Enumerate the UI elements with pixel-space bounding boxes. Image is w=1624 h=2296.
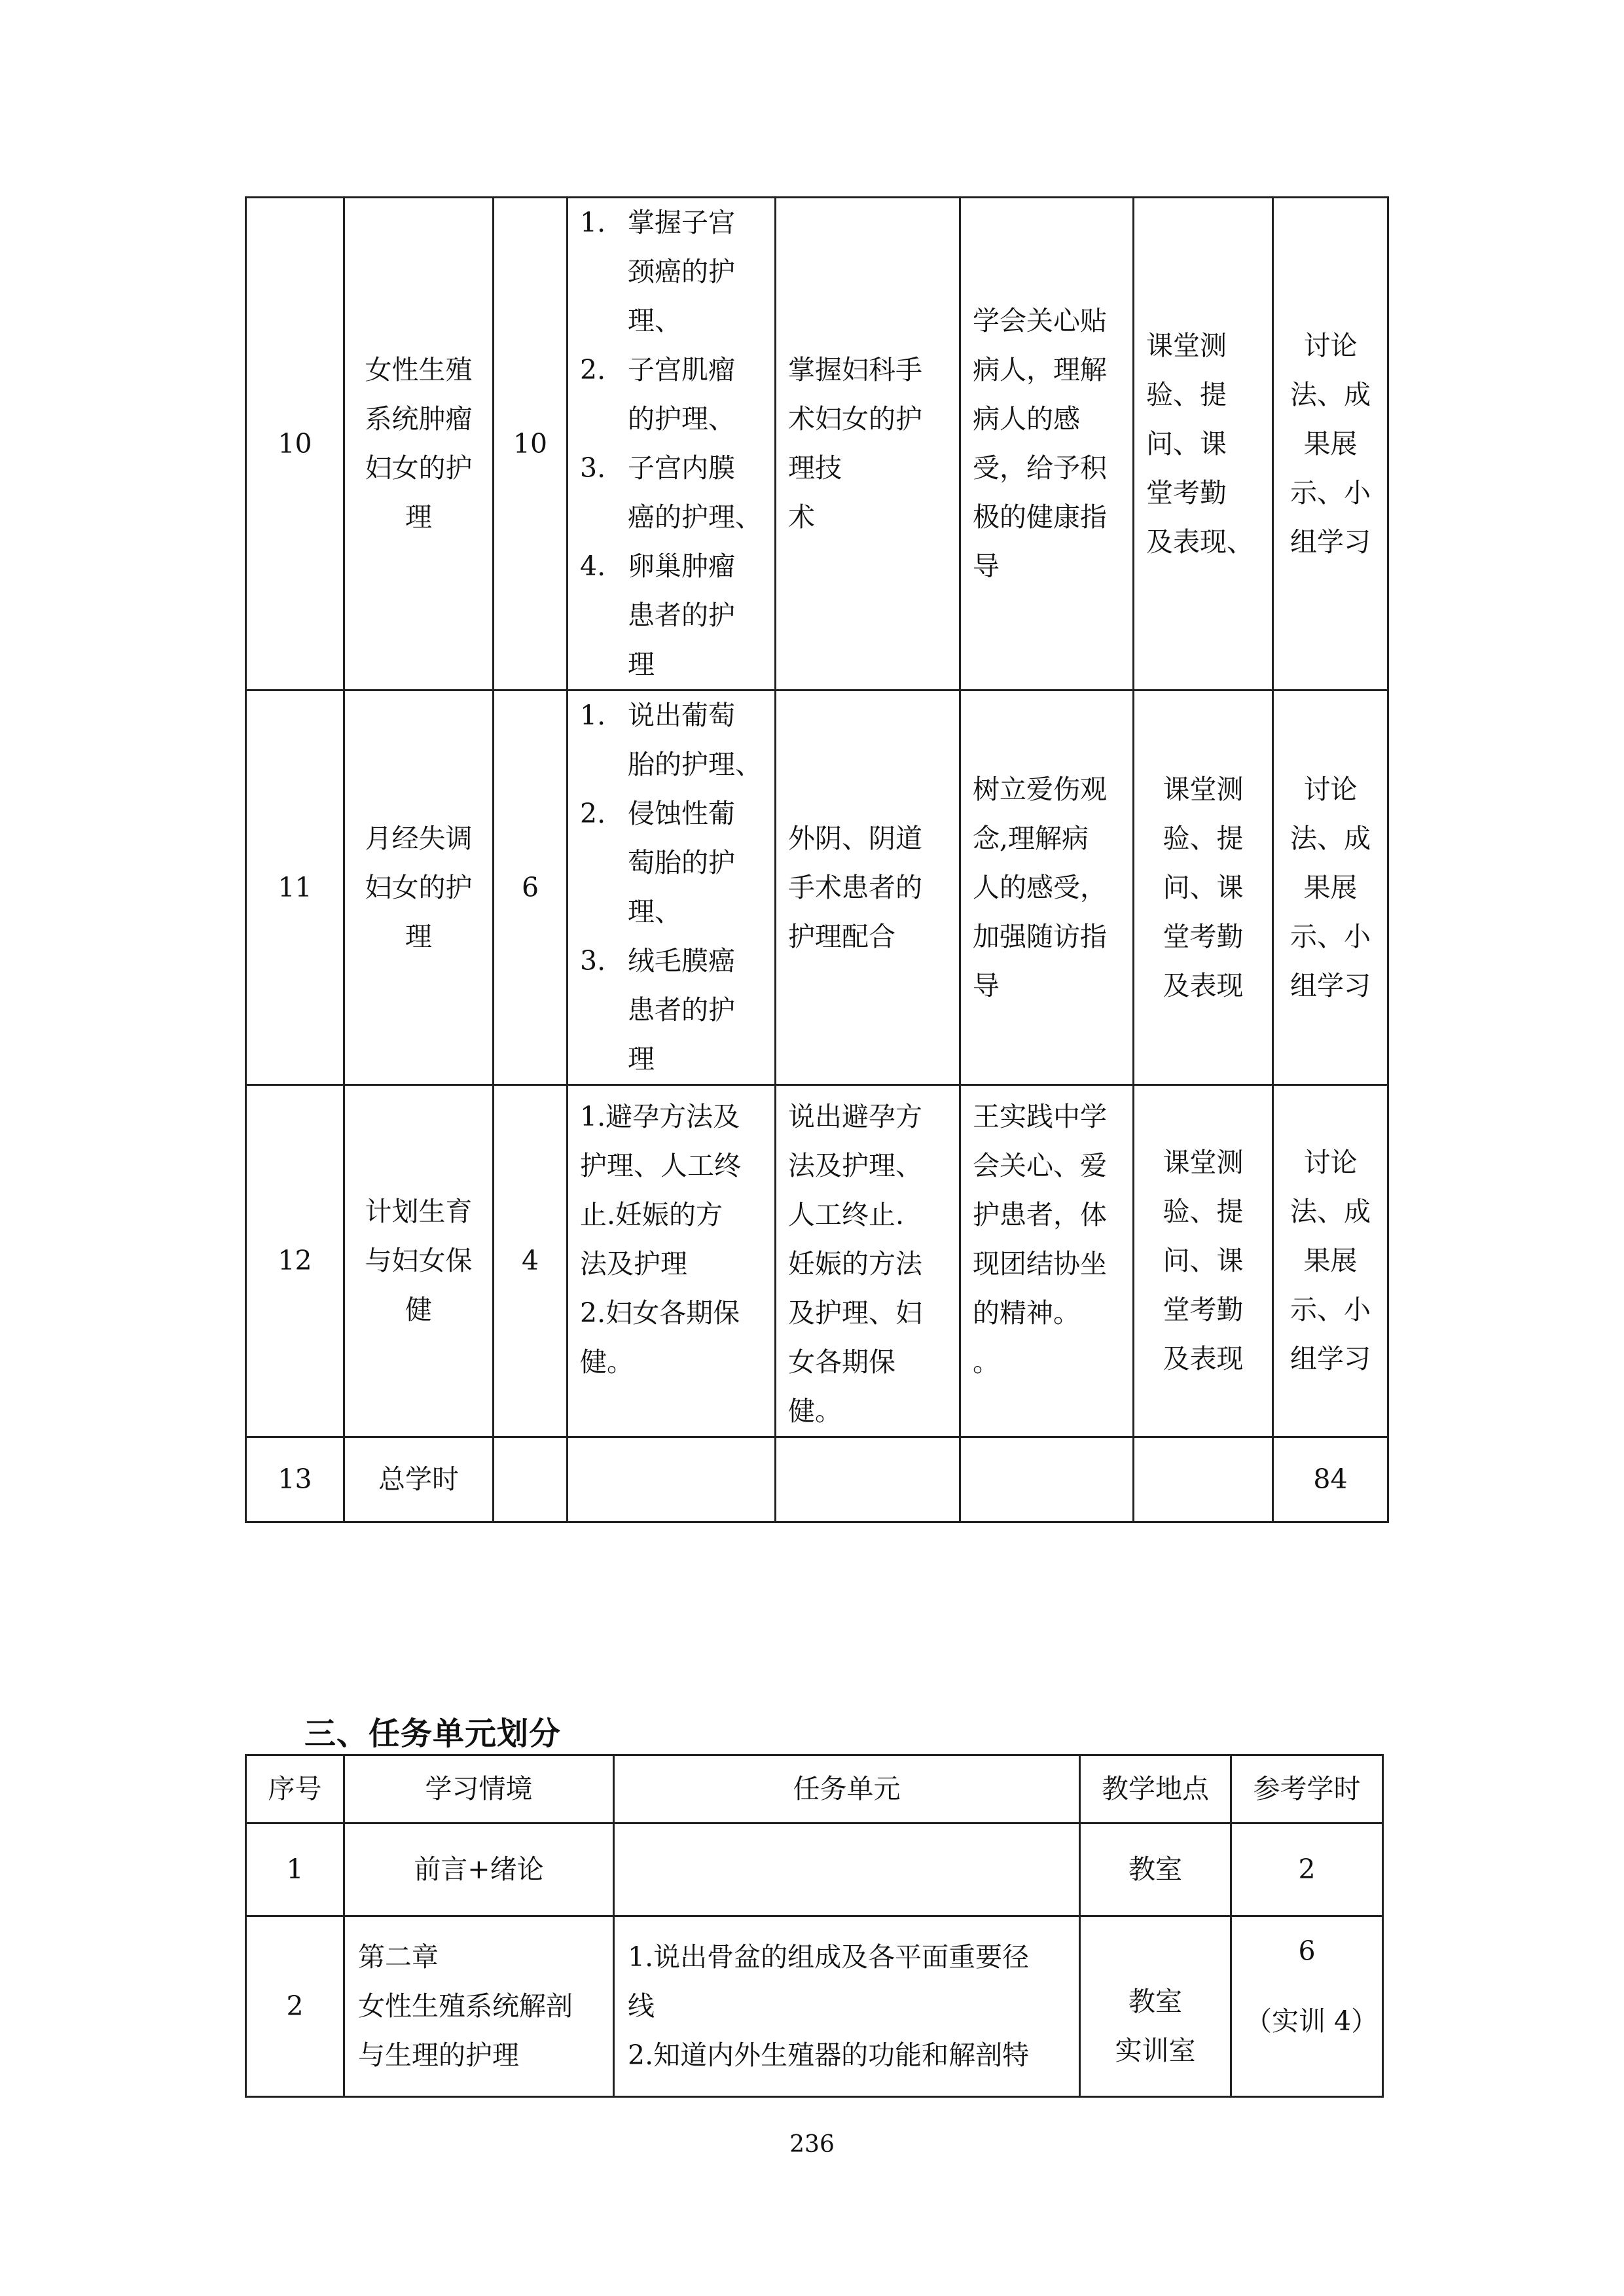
quality-objectives: 王实践中学 会关心、爱 护患者，体 现团结协坐 的精神。 。 — [960, 1085, 1134, 1437]
learning-situation: 月经失调 妇女的护 理 — [344, 691, 494, 1085]
skill-objectives: 说出避孕方 法及护理、 人工终止. 妊娠的方法 及护理、妇 女各期保 健。 — [776, 1085, 960, 1437]
header-location: 教学地点 — [1080, 1755, 1231, 1823]
assessment-method: 课堂测 验、提 问、课 堂考勤 及表现 — [1134, 691, 1273, 1085]
section-heading: 三、任务单元划分 — [304, 1715, 562, 1752]
knowledge-objectives: 1.避孕方法及 护理、人工终 止.妊娠的方 法及护理 2.妇女各期保 健。 — [568, 1085, 776, 1437]
skill-objectives: 掌握妇科手 术妇女的护 理技 术 — [776, 198, 960, 691]
row-index: 1 — [246, 1823, 344, 1916]
teaching-location: 教室 实训室 — [1080, 1916, 1231, 2097]
learning-situation: 计划生育 与妇女保 健 — [344, 1085, 494, 1437]
total-hours-value: 84 — [1273, 1437, 1388, 1522]
header-index: 序号 — [246, 1755, 344, 1823]
task-unit-table — [245, 1754, 1384, 2098]
skill-objectives: 外阴、阴道 手术患者的 护理配合 — [776, 691, 960, 1085]
table-row — [246, 1823, 1383, 1916]
row-index: 13 — [246, 1437, 344, 1522]
knowledge-objectives: 1. 掌握子宫 颈癌的护 理、 2. 子宫肌瘤 的护理、 3. 子宫内膜 癌的护理、 4. 卵巢肿瘤 患者的护 理 — [568, 198, 776, 691]
quality-objectives: 树立爱伤观 念,理解病 人的感受， 加强随访指 导 — [960, 691, 1134, 1085]
assessment-method: 课堂测 验、提 问、课 堂考勤 及表现、 — [1134, 198, 1273, 691]
teaching-method: 讨论 法、成 果展 示、小 组学习 — [1273, 1085, 1388, 1437]
row-index: 2 — [246, 1916, 344, 2097]
task-unit: 1.说出骨盆的组成及各平面重要径 线 2.知道内外生殖器的功能和解剖特 — [614, 1916, 1080, 2097]
row-index: 11 — [246, 691, 344, 1085]
course-content-table — [245, 196, 1389, 1523]
class-hours: 6 — [494, 691, 568, 1085]
class-hours: 4 — [494, 1085, 568, 1437]
table-header-row — [246, 1755, 1383, 1823]
table-row — [246, 1916, 1383, 2097]
table-row — [246, 691, 1388, 1085]
teaching-location: 教室 — [1080, 1823, 1231, 1916]
class-hours: 10 — [494, 198, 568, 691]
row-index: 10 — [246, 198, 344, 691]
quality-objectives: 学会关心贴 病人，理解 病人的感 受，给予积 极的健康指 导 — [960, 198, 1134, 691]
knowledge-objectives: 1. 说出葡萄 胎的护理、 2. 侵蚀性葡 萄胎的护 理、 3. 绒毛膜癌 患者的护 理 — [568, 691, 776, 1085]
reference-hours: 6 （实训 4） — [1231, 1916, 1383, 2097]
teaching-method: 讨论 法、成 果展 示、小 组学习 — [1273, 691, 1388, 1085]
teaching-method: 讨论 法、成 果展 示、小 组学习 — [1273, 198, 1388, 691]
learning-situation: 第二章 女性生殖系统解剖 与生理的护理 — [344, 1916, 614, 2097]
header-reference-hours: 参考学时 — [1231, 1755, 1383, 1823]
total-hours-label: 总学时 — [344, 1437, 494, 1522]
reference-hours: 2 — [1231, 1823, 1383, 1916]
header-situation: 学习情境 — [344, 1755, 614, 1823]
header-task-unit: 任务单元 — [614, 1755, 1080, 1823]
table-row — [246, 198, 1388, 691]
assessment-method: 课堂测 验、提 问、课 堂考勤 及表现 — [1134, 1085, 1273, 1437]
total-row — [246, 1437, 1388, 1522]
page-number: 236 — [789, 2131, 835, 2158]
row-index: 12 — [246, 1085, 344, 1437]
learning-situation: 前言+绪论 — [344, 1823, 614, 1916]
table-row — [246, 1085, 1388, 1437]
task-unit — [614, 1823, 1080, 1916]
learning-situation: 女性生殖 系统肿瘤 妇女的护 理 — [344, 198, 494, 691]
